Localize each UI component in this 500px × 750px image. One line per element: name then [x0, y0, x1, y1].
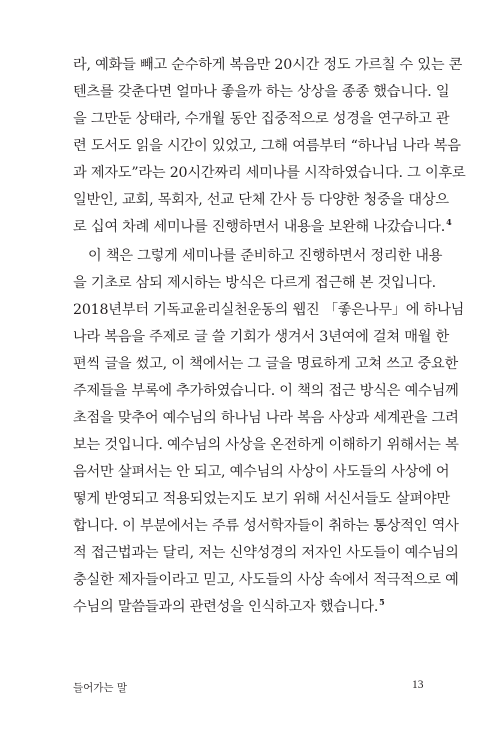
paragraph-2-line: 나라 복음을 주제로 글 쓸 기회가 생겨서 3년여에 걸쳐 매월 한 [73, 329, 450, 345]
running-footer-section-title: 들어가는 말 [73, 682, 128, 694]
paragraph-1-line: 일반인, 교회, 목회자, 선교 단체 간사 등 다양한 청중을 대상으 [73, 192, 449, 208]
paragraph-2-line: 을 기초로 삼되 제시하는 방식은 다르게 접근해 본 것입니다. [73, 275, 436, 291]
paragraph-2-line: 합니다. 이 부분에서는 주류 성서학자들이 취하는 통상적인 역사 [73, 518, 459, 534]
paragraph-1-line-text: 로 십여 차례 세미나를 진행하면서 내용을 보완해 나갔습니다. [73, 219, 446, 235]
paragraph-1-line: 텐츠를 갖춘다면 얼마나 좋을까 하는 상상을 종종 했습니다. 일 [73, 84, 450, 100]
paragraph-1-line: 련 도서도 읽을 시간이 있었고, 그해 여름부터 “하나님 나라 복음 [73, 138, 461, 154]
paragraph-2-last-line [73, 594, 435, 621]
paragraph-2-line: 이 책은 그렇게 세미나를 준비하고 진행하면서 정리한 내용 [88, 248, 443, 264]
paragraph-2-line: 주제들을 부록에 추가하였습니다. 이 책의 접근 방식은 예수님께 [73, 383, 459, 399]
footnote-marker-5[interactable]: 5 [379, 597, 385, 607]
paragraph-1-line: 을 그만둔 상태라, 수개월 동안 집중적으로 성경을 연구하고 관 [73, 111, 450, 127]
footnote-marker-4[interactable]: 4 [446, 217, 452, 227]
paragraph-2-line: 적 접근법과는 달리, 저는 신약성경의 저자인 사도들이 예수님의 [73, 545, 459, 561]
paragraph-2-line-text: 수님의 말씀들과의 관련성을 인식하고자 했습니다. [73, 599, 379, 615]
body-text [73, 52, 466, 621]
paragraph-2-line: 음서만 살펴서는 안 되고, 예수님의 사상이 사도들의 사상에 어 [73, 464, 450, 480]
paragraph-2-line: 초점을 맞추어 예수님의 하나님 나라 복음 사상과 세계관을 그려 [73, 410, 459, 426]
paragraph-2-line: 떻게 반영되고 적용되었는지도 보기 위해 서신서들도 살펴야만 [73, 491, 450, 507]
paragraph-2-line: 편씩 글을 썼고, 이 책에서는 그 글을 명료하게 고쳐 쓰고 중요한 [73, 356, 459, 372]
paragraph-2-line: 보는 것입니다. 예수님의 사상을 온전하게 이해하기 위해서는 복 [73, 437, 459, 453]
page-number: 13 [412, 679, 424, 691]
paragraph-2-line: 충실한 제자들이라고 믿고, 사도들의 사상 속에서 적극적으로 예 [73, 572, 459, 588]
paragraph-1-last-line [73, 214, 452, 241]
paragraph-1-line: 과 제자도”라는 20시간짜리 세미나를 시작하였습니다. 그 이후로 [73, 165, 466, 181]
paragraph-1-line: 라, 예화들 빼고 순수하게 복음만 20시간 정도 가르칠 수 있는 콘 [73, 57, 463, 73]
paragraph-2-line: 2018년부터 기독교윤리실천운동의 웹진 「좋은나무」에 하나님 [73, 302, 465, 318]
